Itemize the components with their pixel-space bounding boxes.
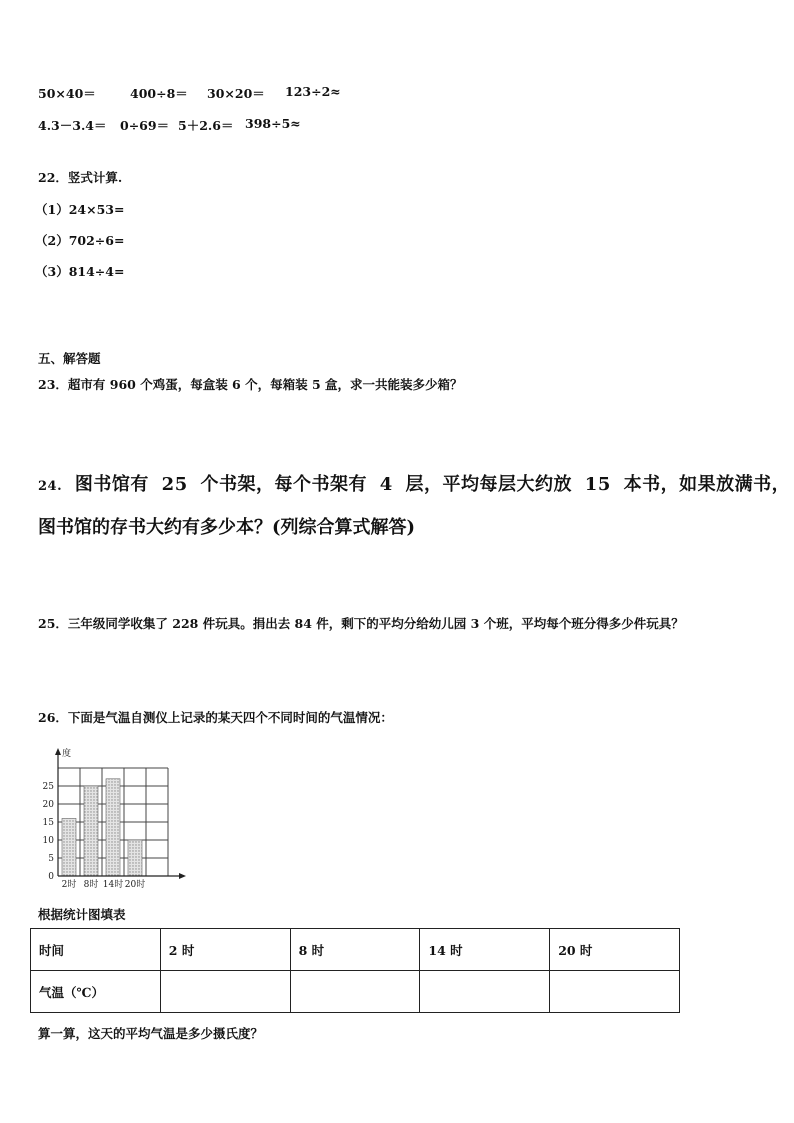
table-header-cell: 2 时 [160,929,290,971]
x-tick-label: 8时 [83,880,99,890]
oral-calc-expression: 30×20＝ [207,86,265,101]
y-axis-arrow-icon [55,748,61,755]
y-axis-label: 度 [62,749,72,759]
q22-item-1: （1）24×53= [35,202,125,217]
blank-answer-cell[interactable] [550,971,680,1013]
chart-bar [106,779,120,876]
chart-bar [128,840,142,876]
temperature-bar-chart [30,742,200,890]
x-tick-label: 2时 [61,880,77,890]
blank-answer-cell[interactable] [160,971,290,1013]
x-tick-label: 14时 [102,880,124,890]
q24-text-line-2: 图书馆的存书大约有多少本？(列综合算式解答) [38,517,416,538]
temperature-table [30,928,680,1013]
y-tick-label: 0 [48,872,54,882]
y-tick-label: 25 [42,782,54,792]
section-5-title: 五、解答题 [38,351,101,366]
blank-answer-cell[interactable] [290,971,420,1013]
table-caption: 根据统计图填表 [38,907,126,922]
q24-line-1 [38,470,790,496]
y-tick-label: 10 [42,836,54,846]
table-row [31,929,680,971]
table-header-cell: 时间 [31,929,161,971]
oral-calc-expression: 123÷2≈ [285,84,341,99]
table-row-label: 气温（℃） [31,971,161,1013]
y-tick-label: 20 [42,800,54,810]
table-row [31,971,680,1013]
x-axis-arrow-icon [179,873,186,879]
table-header-cell: 8 时 [290,929,420,971]
blank-answer-cell[interactable] [420,971,550,1013]
oral-calc-expression: 5＋2.6＝ [178,118,234,133]
chart-bar [84,786,98,876]
oral-calc-expression: 398÷5≈ [245,116,301,131]
oral-calc-expression: 400÷8＝ [130,86,188,101]
x-tick-label: 20时 [124,880,146,890]
q25-text: 25．三年级同学收集了 228 件玩具。捐出去 84 件，剩下的平均分给幼儿园 3 个班，平均每个班分得多少件玩具？ [38,616,684,631]
y-tick-label: 5 [48,854,54,864]
q26-question: 算一算，这天的平均气温是多少摄氏度？ [38,1026,264,1041]
table-header-cell: 20 时 [550,929,680,971]
table-header-cell: 14 时 [420,929,550,971]
y-tick-label: 15 [42,818,54,828]
oral-calc-expression: 50×40＝ [38,86,96,101]
q23-text: 23．超市有 960 个鸡蛋，每盒装 6 个，每箱装 5 盒，求一共能装多少箱？ [38,377,463,392]
oral-calc-expression: 0÷69＝ [120,118,170,133]
q22-item-3: （3）814÷4= [35,264,125,279]
q22-title: 22．竖式计算. [38,170,123,185]
q24-text-line-1: 图书馆有 25 个书架，每个书架有 4 层，平均每层大约放 15 本书，如果放满书， [74,474,791,495]
chart-bar [62,818,76,876]
q22-item-2: （2）702÷6= [35,233,125,248]
q24-number: 24. [38,479,63,494]
oral-calc-expression: 4.3－3.4＝ [38,118,107,133]
q26-text: 26．下面是气温自测仪上记录的某天四个不同时间的气温情况： [38,710,393,725]
